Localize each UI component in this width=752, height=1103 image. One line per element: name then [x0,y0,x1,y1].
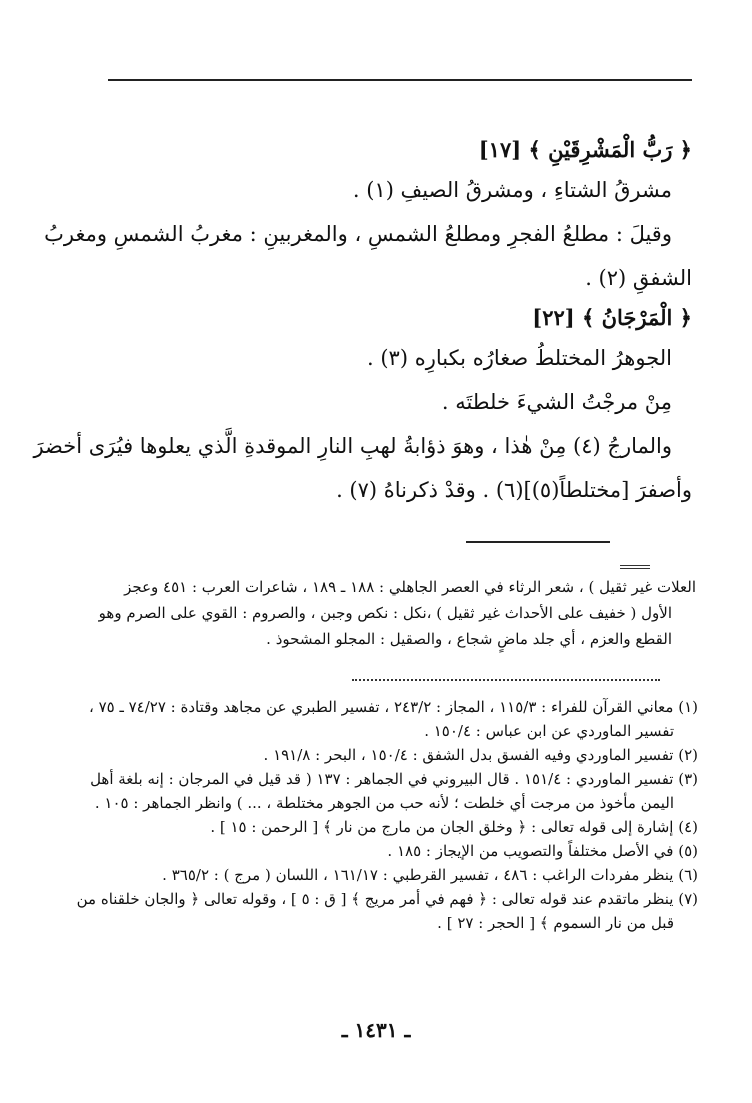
footnote-line: (٥) في الأصل مختلفاً والتصويب من الإيجاز : ١٨٥ . [387,842,698,860]
text-line: الشفقِ (٢) . [585,266,692,290]
text-line: والمارجُ (٤) مِنْ هٰذا ، وهوَ ذؤابةُ لهبِ النارِ الموقدةِ الَّذي يعلوها فيُرَى أخضرَ [33,434,672,458]
page-number: ـ ١٤٣١ ـ [341,1018,411,1042]
text-line: وقيلَ : مطلعُ الفجرِ ومطلعُ الشمسِ ، والمغربينِ : مغربُ الشمسِ ومغربُ [44,222,672,246]
entry-heading-rabb-al-mashriqayn: ﴿ رَبُّ الْمَشْرِقَيْنِ ﴾ [١٧] [478,137,692,162]
footnote-line: (٤) إشارة إلى قوله تعالى : ﴿ وخلق الجان من مارج من نار ﴾ [ الرحمن : ١٥ ] . [210,818,698,836]
entry-heading-al-marjan: ﴿ الْمَرْجَانُ ﴾ [٢٢] [532,305,692,330]
text-line: وأصفرَ [مختلطاً(٥)](٦) . وقدْ ذكرناهُ (٧) . [336,478,692,502]
continuation-mark [620,568,650,569]
footnote-line: (١) معاني القرآن للفراء : ١١٥/٣ ، المجاز : ٢٤٣/٢ ، تفسير الطبري عن مجاهد وقتادة : ٧٤/٢٧ ـ ٧٥ ، [88,698,698,716]
footnote-line: قبل من نار السموم ﴾ [ الحجر : ٢٧ ] . [437,914,674,932]
footnotes [76,695,698,935]
footnote-line: (٧) ينظر ماتقدم عند قوله تعالى : ﴿ فهم في أمر مريج ﴾ [ ق : ٥ ] ، وقوله تعالى ﴿ والجان خلقناه من [76,890,698,908]
dotted-separator [352,679,660,681]
footnote-line: العلات غير ثقيل ) ، شعر الرثاء في العصر الجاهلي : ١٨٨ ـ ١٨٩ ، شاعرات العرب : ٤٥١ وعجز [124,578,696,596]
footnote-line: (٢) تفسير الماوردي وفيه الفسق بدل الشفق : ١٥٠/٤ ، البحر : ١٩١/٨ . [263,746,698,764]
text-line: مِنْ مرجْتُ الشيءَ خلطتَه . [441,390,672,414]
footnote-line: اليمن مأخوذ من مرجت أي خلطت ؛ لأنه حب من الجوهر مختلطة ، ... ) وانظر الجماهر : ١٠٥ . [94,794,674,812]
footnote-separator [466,541,610,543]
header-rule [108,79,692,81]
main-text [33,132,692,512]
footnote-line: الأول ( خفيف على الأحداث غير ثقيل ) ،نكل : نكص وجبن ، والصروم : القوي على الصرم وهو [98,604,672,622]
footnote-line: (٣) تفسير الماوردي : ١٥١/٤ . قال البيروني في الجماهر : ١٣٧ ( قد قيل في المرجان : إنه بلغة أهل [90,770,698,788]
text-line: الجوهرُ المختلطُ صغارُه بكبارِه (٣) . [367,346,672,370]
footnote-line: (٦) ينظر مفردات الراغب : ٤٨٦ ، تفسير القرطبي : ١٦١/١٧ ، اللسان ( مرج ) : ٣٦٥/٢ . [162,866,698,884]
text-line: مشرقُ الشتاءِ ، ومشرقُ الصيفِ (١) . [352,178,672,202]
continued-footnote [98,574,696,652]
footnote-line: تفسير الماوردي عن ابن عباس : ١٥٠/٤ . [424,722,674,740]
continuation-mark [620,565,650,566]
footnote-line: القطع والعزم ، أي جلد ماضٍ شجاع ، والصقيل : المجلو المشحوذ . [266,630,672,648]
